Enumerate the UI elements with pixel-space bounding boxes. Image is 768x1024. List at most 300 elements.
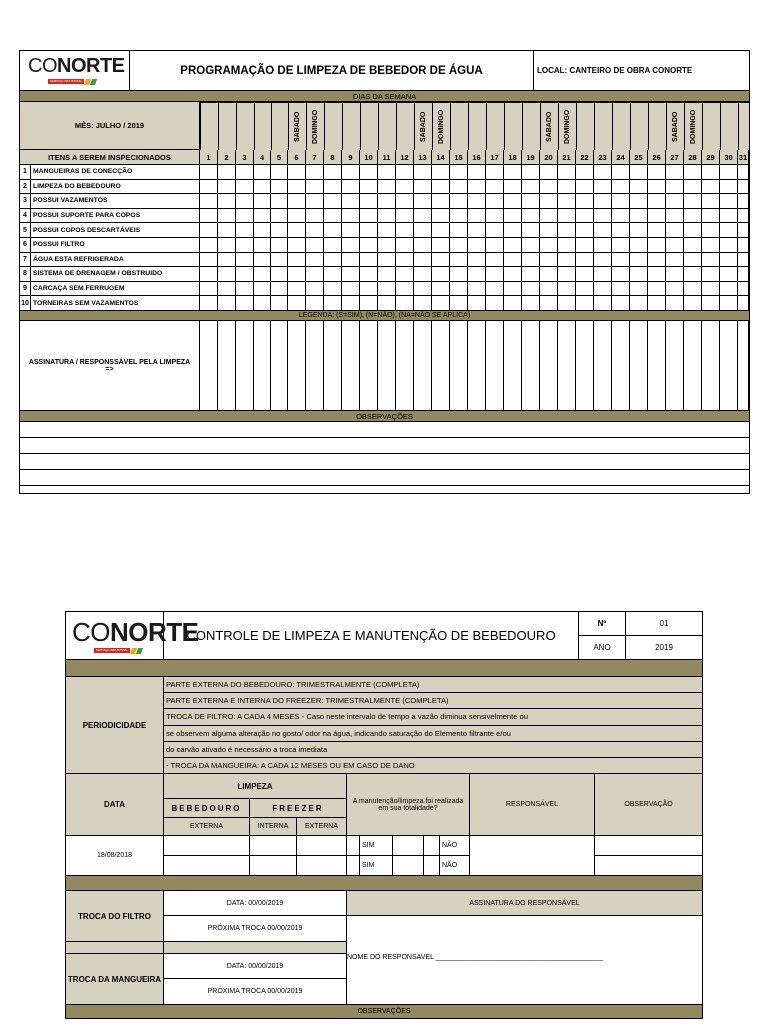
check-cell[interactable] <box>218 165 236 180</box>
check-cell[interactable] <box>468 180 486 195</box>
check-cell[interactable] <box>486 194 504 209</box>
check-cell[interactable] <box>738 209 749 224</box>
check-cell[interactable] <box>486 223 504 238</box>
check-cell[interactable] <box>378 165 396 180</box>
check-cell[interactable] <box>738 282 749 297</box>
check-cell[interactable] <box>612 253 630 268</box>
check-cell[interactable] <box>702 165 720 180</box>
check-cell[interactable] <box>200 209 218 224</box>
check-cell[interactable] <box>378 267 396 282</box>
observacao-cell[interactable] <box>595 836 703 856</box>
check-cell[interactable] <box>684 165 702 180</box>
signature-cell[interactable] <box>468 321 486 411</box>
check-cell[interactable] <box>306 180 324 195</box>
check-cell[interactable] <box>486 180 504 195</box>
check-cell[interactable] <box>702 194 720 209</box>
check-cell[interactable] <box>200 253 218 268</box>
signature-cell[interactable] <box>684 321 702 411</box>
check-cell[interactable] <box>324 296 342 311</box>
check-cell[interactable] <box>360 194 378 209</box>
check-cell[interactable] <box>540 238 558 253</box>
sim-checkbox[interactable] <box>393 856 424 876</box>
check-cell[interactable] <box>288 238 306 253</box>
check-cell[interactable] <box>396 180 414 195</box>
check-cell[interactable] <box>504 253 522 268</box>
check-cell[interactable] <box>504 180 522 195</box>
check-cell[interactable] <box>342 194 360 209</box>
check-cell[interactable] <box>630 180 648 195</box>
check-cell[interactable] <box>612 267 630 282</box>
observacao-line[interactable] <box>20 438 749 454</box>
check-cell[interactable] <box>738 238 749 253</box>
check-cell[interactable] <box>324 180 342 195</box>
check-cell[interactable] <box>558 209 576 224</box>
check-cell[interactable] <box>594 165 612 180</box>
check-cell[interactable] <box>666 165 684 180</box>
check-cell[interactable] <box>414 296 432 311</box>
troca-mangueira-proxima[interactable]: PRÓXIMA TROCA 00/00/2019 <box>164 979 347 1005</box>
check-cell[interactable] <box>306 267 324 282</box>
check-cell[interactable] <box>254 223 271 238</box>
check-cell[interactable] <box>450 223 468 238</box>
check-cell[interactable] <box>504 296 522 311</box>
check-cell[interactable] <box>324 238 342 253</box>
freezer-externa-cell[interactable] <box>297 836 347 856</box>
check-cell[interactable] <box>486 209 504 224</box>
check-cell[interactable] <box>522 282 540 297</box>
check-cell[interactable] <box>666 194 684 209</box>
check-cell[interactable] <box>594 282 612 297</box>
check-cell[interactable] <box>558 296 576 311</box>
check-cell[interactable] <box>576 267 594 282</box>
check-cell[interactable] <box>522 180 540 195</box>
check-cell[interactable] <box>504 165 522 180</box>
check-cell[interactable] <box>540 194 558 209</box>
check-cell[interactable] <box>504 282 522 297</box>
check-cell[interactable] <box>468 194 486 209</box>
observacao-line[interactable] <box>20 454 749 470</box>
signature-cell[interactable] <box>342 321 360 411</box>
check-cell[interactable] <box>648 209 666 224</box>
check-cell[interactable] <box>360 223 378 238</box>
check-cell[interactable] <box>450 194 468 209</box>
check-cell[interactable] <box>254 238 271 253</box>
check-cell[interactable] <box>271 282 288 297</box>
signature-cell[interactable] <box>288 321 306 411</box>
check-cell[interactable] <box>720 180 738 195</box>
check-cell[interactable] <box>360 296 378 311</box>
check-cell[interactable] <box>468 209 486 224</box>
freezer-interna-cell[interactable] <box>250 856 297 876</box>
check-cell[interactable] <box>200 238 218 253</box>
check-cell[interactable] <box>288 282 306 297</box>
check-cell[interactable] <box>218 296 236 311</box>
check-cell[interactable] <box>738 180 749 195</box>
check-cell[interactable] <box>414 253 432 268</box>
check-cell[interactable] <box>378 253 396 268</box>
check-cell[interactable] <box>648 194 666 209</box>
sim-checkbox[interactable] <box>393 836 424 856</box>
signature-cell[interactable] <box>414 321 432 411</box>
check-cell[interactable] <box>414 282 432 297</box>
check-cell[interactable] <box>594 296 612 311</box>
check-cell[interactable] <box>450 165 468 180</box>
signature-cell[interactable] <box>306 321 324 411</box>
check-cell[interactable] <box>200 165 218 180</box>
check-cell[interactable] <box>396 194 414 209</box>
check-cell[interactable] <box>540 209 558 224</box>
freezer-externa-cell[interactable] <box>297 856 347 876</box>
check-cell[interactable] <box>271 209 288 224</box>
signature-cell[interactable] <box>522 321 540 411</box>
check-cell[interactable] <box>504 267 522 282</box>
troca-filtro-data[interactable]: DATA: 00/00/2019 <box>164 891 347 916</box>
check-cell[interactable] <box>594 267 612 282</box>
signature-cell[interactable] <box>378 321 396 411</box>
check-cell[interactable] <box>271 180 288 195</box>
sim-option[interactable]: SIM <box>360 856 393 876</box>
check-cell[interactable] <box>254 165 271 180</box>
check-cell[interactable] <box>200 180 218 195</box>
observacao-line[interactable] <box>20 470 749 486</box>
check-cell[interactable] <box>666 209 684 224</box>
check-cell[interactable] <box>432 165 450 180</box>
check-cell[interactable] <box>684 180 702 195</box>
check-cell[interactable] <box>594 194 612 209</box>
check-cell[interactable] <box>254 194 271 209</box>
check-cell[interactable] <box>558 267 576 282</box>
check-cell[interactable] <box>396 238 414 253</box>
check-cell[interactable] <box>684 223 702 238</box>
check-cell[interactable] <box>254 253 271 268</box>
check-cell[interactable] <box>218 267 236 282</box>
check-cell[interactable] <box>576 194 594 209</box>
signature-cell[interactable] <box>702 321 720 411</box>
check-cell[interactable] <box>630 253 648 268</box>
check-cell[interactable] <box>360 267 378 282</box>
check-cell[interactable] <box>218 282 236 297</box>
check-cell[interactable] <box>254 267 271 282</box>
check-cell[interactable] <box>738 296 749 311</box>
check-cell[interactable] <box>702 296 720 311</box>
check-cell[interactable] <box>720 223 738 238</box>
signature-cell[interactable] <box>648 321 666 411</box>
check-cell[interactable] <box>288 267 306 282</box>
check-cell[interactable] <box>702 267 720 282</box>
check-cell[interactable] <box>522 253 540 268</box>
check-cell[interactable] <box>612 194 630 209</box>
check-cell[interactable] <box>396 296 414 311</box>
check-cell[interactable] <box>236 194 254 209</box>
check-cell[interactable] <box>558 238 576 253</box>
check-cell[interactable] <box>288 165 306 180</box>
check-cell[interactable] <box>342 180 360 195</box>
check-cell[interactable] <box>306 238 324 253</box>
check-cell[interactable] <box>432 238 450 253</box>
check-cell[interactable] <box>522 267 540 282</box>
check-cell[interactable] <box>360 180 378 195</box>
check-cell[interactable] <box>684 282 702 297</box>
signature-cell[interactable] <box>720 321 738 411</box>
signature-cell[interactable] <box>200 321 218 411</box>
check-cell[interactable] <box>288 180 306 195</box>
check-cell[interactable] <box>324 267 342 282</box>
check-cell[interactable] <box>702 180 720 195</box>
check-cell[interactable] <box>288 209 306 224</box>
check-cell[interactable] <box>666 180 684 195</box>
signature-cell[interactable] <box>540 321 558 411</box>
check-cell[interactable] <box>666 238 684 253</box>
check-cell[interactable] <box>486 282 504 297</box>
check-cell[interactable] <box>396 165 414 180</box>
check-cell[interactable] <box>612 209 630 224</box>
check-cell[interactable] <box>576 253 594 268</box>
check-cell[interactable] <box>432 296 450 311</box>
check-cell[interactable] <box>684 238 702 253</box>
signature-cell[interactable] <box>738 321 749 411</box>
check-cell[interactable] <box>522 209 540 224</box>
check-cell[interactable] <box>288 194 306 209</box>
check-cell[interactable] <box>396 282 414 297</box>
check-cell[interactable] <box>630 296 648 311</box>
check-cell[interactable] <box>324 194 342 209</box>
check-cell[interactable] <box>254 282 271 297</box>
check-cell[interactable] <box>396 253 414 268</box>
check-cell[interactable] <box>271 165 288 180</box>
check-cell[interactable] <box>468 223 486 238</box>
check-cell[interactable] <box>540 253 558 268</box>
check-cell[interactable] <box>306 209 324 224</box>
check-cell[interactable] <box>720 282 738 297</box>
check-cell[interactable] <box>324 165 342 180</box>
check-cell[interactable] <box>271 223 288 238</box>
check-cell[interactable] <box>271 267 288 282</box>
check-cell[interactable] <box>720 267 738 282</box>
check-cell[interactable] <box>200 194 218 209</box>
check-cell[interactable] <box>218 209 236 224</box>
check-cell[interactable] <box>236 180 254 195</box>
check-cell[interactable] <box>612 165 630 180</box>
check-cell[interactable] <box>576 209 594 224</box>
check-cell[interactable] <box>558 253 576 268</box>
check-cell[interactable] <box>450 180 468 195</box>
check-cell[interactable] <box>468 238 486 253</box>
check-cell[interactable] <box>432 194 450 209</box>
check-cell[interactable] <box>271 194 288 209</box>
sim-option[interactable]: SIM <box>360 836 393 856</box>
check-cell[interactable] <box>612 296 630 311</box>
signature-cell[interactable] <box>254 321 271 411</box>
signature-cell[interactable] <box>612 321 630 411</box>
check-cell[interactable] <box>378 194 396 209</box>
check-cell[interactable] <box>648 253 666 268</box>
check-cell[interactable] <box>306 296 324 311</box>
check-cell[interactable] <box>236 223 254 238</box>
check-cell[interactable] <box>720 209 738 224</box>
check-cell[interactable] <box>666 253 684 268</box>
check-cell[interactable] <box>450 282 468 297</box>
check-cell[interactable] <box>612 282 630 297</box>
check-cell[interactable] <box>648 267 666 282</box>
check-cell[interactable] <box>684 253 702 268</box>
check-cell[interactable] <box>271 253 288 268</box>
signature-cell[interactable] <box>576 321 594 411</box>
check-cell[interactable] <box>306 223 324 238</box>
check-cell[interactable] <box>558 180 576 195</box>
signature-cell[interactable] <box>432 321 450 411</box>
check-cell[interactable] <box>414 165 432 180</box>
signature-cell[interactable] <box>450 321 468 411</box>
check-cell[interactable] <box>396 209 414 224</box>
signature-area[interactable] <box>347 916 703 1005</box>
check-cell[interactable] <box>342 223 360 238</box>
check-cell[interactable] <box>558 282 576 297</box>
check-cell[interactable] <box>236 209 254 224</box>
check-cell[interactable] <box>378 296 396 311</box>
check-cell[interactable] <box>594 180 612 195</box>
check-cell[interactable] <box>576 282 594 297</box>
observacao-cell[interactable] <box>595 856 703 876</box>
check-cell[interactable] <box>648 223 666 238</box>
check-cell[interactable] <box>324 282 342 297</box>
signature-cell[interactable] <box>594 321 612 411</box>
check-cell[interactable] <box>378 282 396 297</box>
check-cell[interactable] <box>738 165 749 180</box>
check-cell[interactable] <box>396 223 414 238</box>
check-cell[interactable] <box>378 180 396 195</box>
signature-cell[interactable] <box>218 321 236 411</box>
signature-cell[interactable] <box>666 321 684 411</box>
nao-option[interactable]: NÃO <box>440 836 470 856</box>
check-cell[interactable] <box>738 253 749 268</box>
signature-cell[interactable] <box>504 321 522 411</box>
check-cell[interactable] <box>342 267 360 282</box>
check-cell[interactable] <box>342 209 360 224</box>
signature-cell[interactable] <box>324 321 342 411</box>
check-cell[interactable] <box>450 253 468 268</box>
check-cell[interactable] <box>342 165 360 180</box>
check-cell[interactable] <box>684 267 702 282</box>
check-cell[interactable] <box>218 180 236 195</box>
check-cell[interactable] <box>504 209 522 224</box>
check-cell[interactable] <box>504 223 522 238</box>
check-cell[interactable] <box>432 282 450 297</box>
check-cell[interactable] <box>450 296 468 311</box>
check-cell[interactable] <box>450 209 468 224</box>
check-cell[interactable] <box>612 223 630 238</box>
check-cell[interactable] <box>324 209 342 224</box>
check-cell[interactable] <box>576 180 594 195</box>
check-cell[interactable] <box>522 165 540 180</box>
check-cell[interactable] <box>666 296 684 311</box>
check-cell[interactable] <box>558 194 576 209</box>
check-cell[interactable] <box>254 296 271 311</box>
check-cell[interactable] <box>648 296 666 311</box>
check-cell[interactable] <box>630 282 648 297</box>
check-cell[interactable] <box>306 282 324 297</box>
check-cell[interactable] <box>378 209 396 224</box>
check-cell[interactable] <box>432 209 450 224</box>
check-cell[interactable] <box>200 267 218 282</box>
check-cell[interactable] <box>576 238 594 253</box>
nao-option[interactable]: NÃO <box>440 856 470 876</box>
signature-cell[interactable] <box>630 321 648 411</box>
check-cell[interactable] <box>468 165 486 180</box>
check-cell[interactable] <box>342 282 360 297</box>
check-cell[interactable] <box>218 194 236 209</box>
check-cell[interactable] <box>360 209 378 224</box>
check-cell[interactable] <box>360 253 378 268</box>
check-cell[interactable] <box>540 296 558 311</box>
check-cell[interactable] <box>720 296 738 311</box>
check-cell[interactable] <box>522 238 540 253</box>
signature-cell[interactable] <box>236 321 254 411</box>
check-cell[interactable] <box>306 194 324 209</box>
check-cell[interactable] <box>648 282 666 297</box>
check-cell[interactable] <box>218 238 236 253</box>
check-cell[interactable] <box>271 296 288 311</box>
check-cell[interactable] <box>738 223 749 238</box>
check-cell[interactable] <box>200 282 218 297</box>
check-cell[interactable] <box>558 223 576 238</box>
check-cell[interactable] <box>432 267 450 282</box>
check-cell[interactable] <box>254 209 271 224</box>
bebedouro-externa-cell[interactable] <box>164 856 250 876</box>
check-cell[interactable] <box>360 238 378 253</box>
check-cell[interactable] <box>594 209 612 224</box>
check-cell[interactable] <box>594 238 612 253</box>
signature-cell[interactable] <box>360 321 378 411</box>
check-cell[interactable] <box>378 238 396 253</box>
check-cell[interactable] <box>522 223 540 238</box>
check-cell[interactable] <box>468 282 486 297</box>
check-cell[interactable] <box>540 267 558 282</box>
check-cell[interactable] <box>702 238 720 253</box>
check-cell[interactable] <box>522 296 540 311</box>
check-cell[interactable] <box>594 223 612 238</box>
check-cell[interactable] <box>288 253 306 268</box>
check-cell[interactable] <box>738 194 749 209</box>
check-cell[interactable] <box>342 253 360 268</box>
check-cell[interactable] <box>684 194 702 209</box>
check-cell[interactable] <box>342 296 360 311</box>
check-cell[interactable] <box>486 165 504 180</box>
check-cell[interactable] <box>254 180 271 195</box>
check-cell[interactable] <box>342 238 360 253</box>
check-cell[interactable] <box>738 267 749 282</box>
check-cell[interactable] <box>360 165 378 180</box>
check-cell[interactable] <box>666 267 684 282</box>
check-cell[interactable] <box>702 209 720 224</box>
check-cell[interactable] <box>576 296 594 311</box>
check-cell[interactable] <box>468 267 486 282</box>
check-cell[interactable] <box>486 253 504 268</box>
check-cell[interactable] <box>702 253 720 268</box>
check-cell[interactable] <box>504 194 522 209</box>
check-cell[interactable] <box>414 209 432 224</box>
check-cell[interactable] <box>648 180 666 195</box>
check-cell[interactable] <box>666 282 684 297</box>
bebedouro-externa-cell[interactable] <box>164 836 250 856</box>
check-cell[interactable] <box>306 165 324 180</box>
check-cell[interactable] <box>468 253 486 268</box>
check-cell[interactable] <box>666 223 684 238</box>
check-cell[interactable] <box>576 165 594 180</box>
nome-responsavel-line[interactable]: NOME DO RESPONSAVEL ___________________________________________ <box>347 954 604 961</box>
check-cell[interactable] <box>684 296 702 311</box>
check-cell[interactable] <box>236 296 254 311</box>
check-cell[interactable] <box>540 282 558 297</box>
